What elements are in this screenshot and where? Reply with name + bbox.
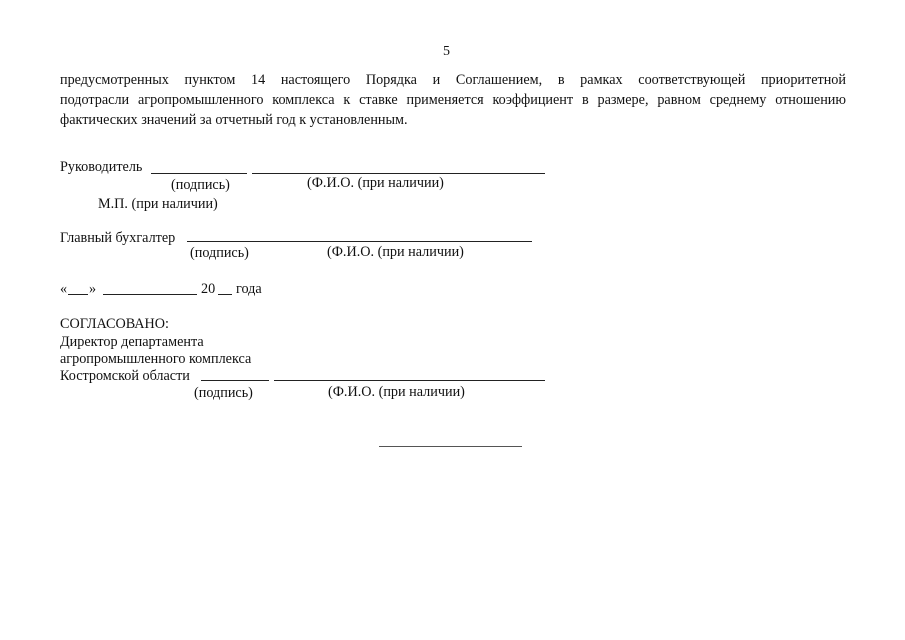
date-open-quote: « (60, 281, 68, 297)
approval-name-caption: (Ф.И.О. (при наличии) (328, 384, 465, 400)
head-signature-caption: (подпись) (171, 177, 230, 193)
paragraph-line: фактических значений за отчетный год к установленным. (60, 112, 408, 128)
date-day-blank (68, 294, 88, 295)
accountant-role-label: Главный бухгалтер (60, 230, 176, 246)
date-year-blank (218, 294, 232, 295)
head-role-label: Руководитель (60, 159, 143, 175)
approval-name-line (274, 380, 545, 381)
accountant-name-caption: (Ф.И.О. (при наличии) (327, 244, 464, 260)
date-year-prefix: 20 (201, 281, 216, 297)
approval-title: СОГЛАСОВАНО: (60, 316, 169, 332)
head-signature-line (151, 173, 247, 174)
page-number: 5 (443, 44, 450, 59)
approval-signature-line (201, 380, 269, 381)
accountant-signature-caption: (подпись) (190, 245, 249, 261)
date-close-quote: » (89, 281, 97, 297)
approval-line-3: Костромской области (60, 368, 190, 384)
body-paragraph (60, 70, 846, 130)
date-month-blank (103, 294, 197, 295)
approval-line-1: Директор департамента (60, 334, 204, 350)
closing-separator-line (379, 446, 522, 447)
head-name-caption: (Ф.И.О. (при наличии) (307, 175, 444, 191)
seal-label: М.П. (при наличии) (98, 196, 218, 212)
accountant-signature-line (187, 241, 532, 242)
paragraph-line: подотрасли агропромышленного комплекса к ставке применяется коэффициент в размере, равном среднему отношению (60, 92, 846, 108)
approval-signature-caption: (подпись) (194, 385, 253, 401)
paragraph-line: предусмотренных пунктом 14 настоящего Порядка и Соглашением, в рамках соответствующей приоритетной (60, 72, 846, 88)
date-year-suffix: года (236, 281, 262, 297)
approval-line-2: агропромышленного комплекса (60, 351, 252, 367)
